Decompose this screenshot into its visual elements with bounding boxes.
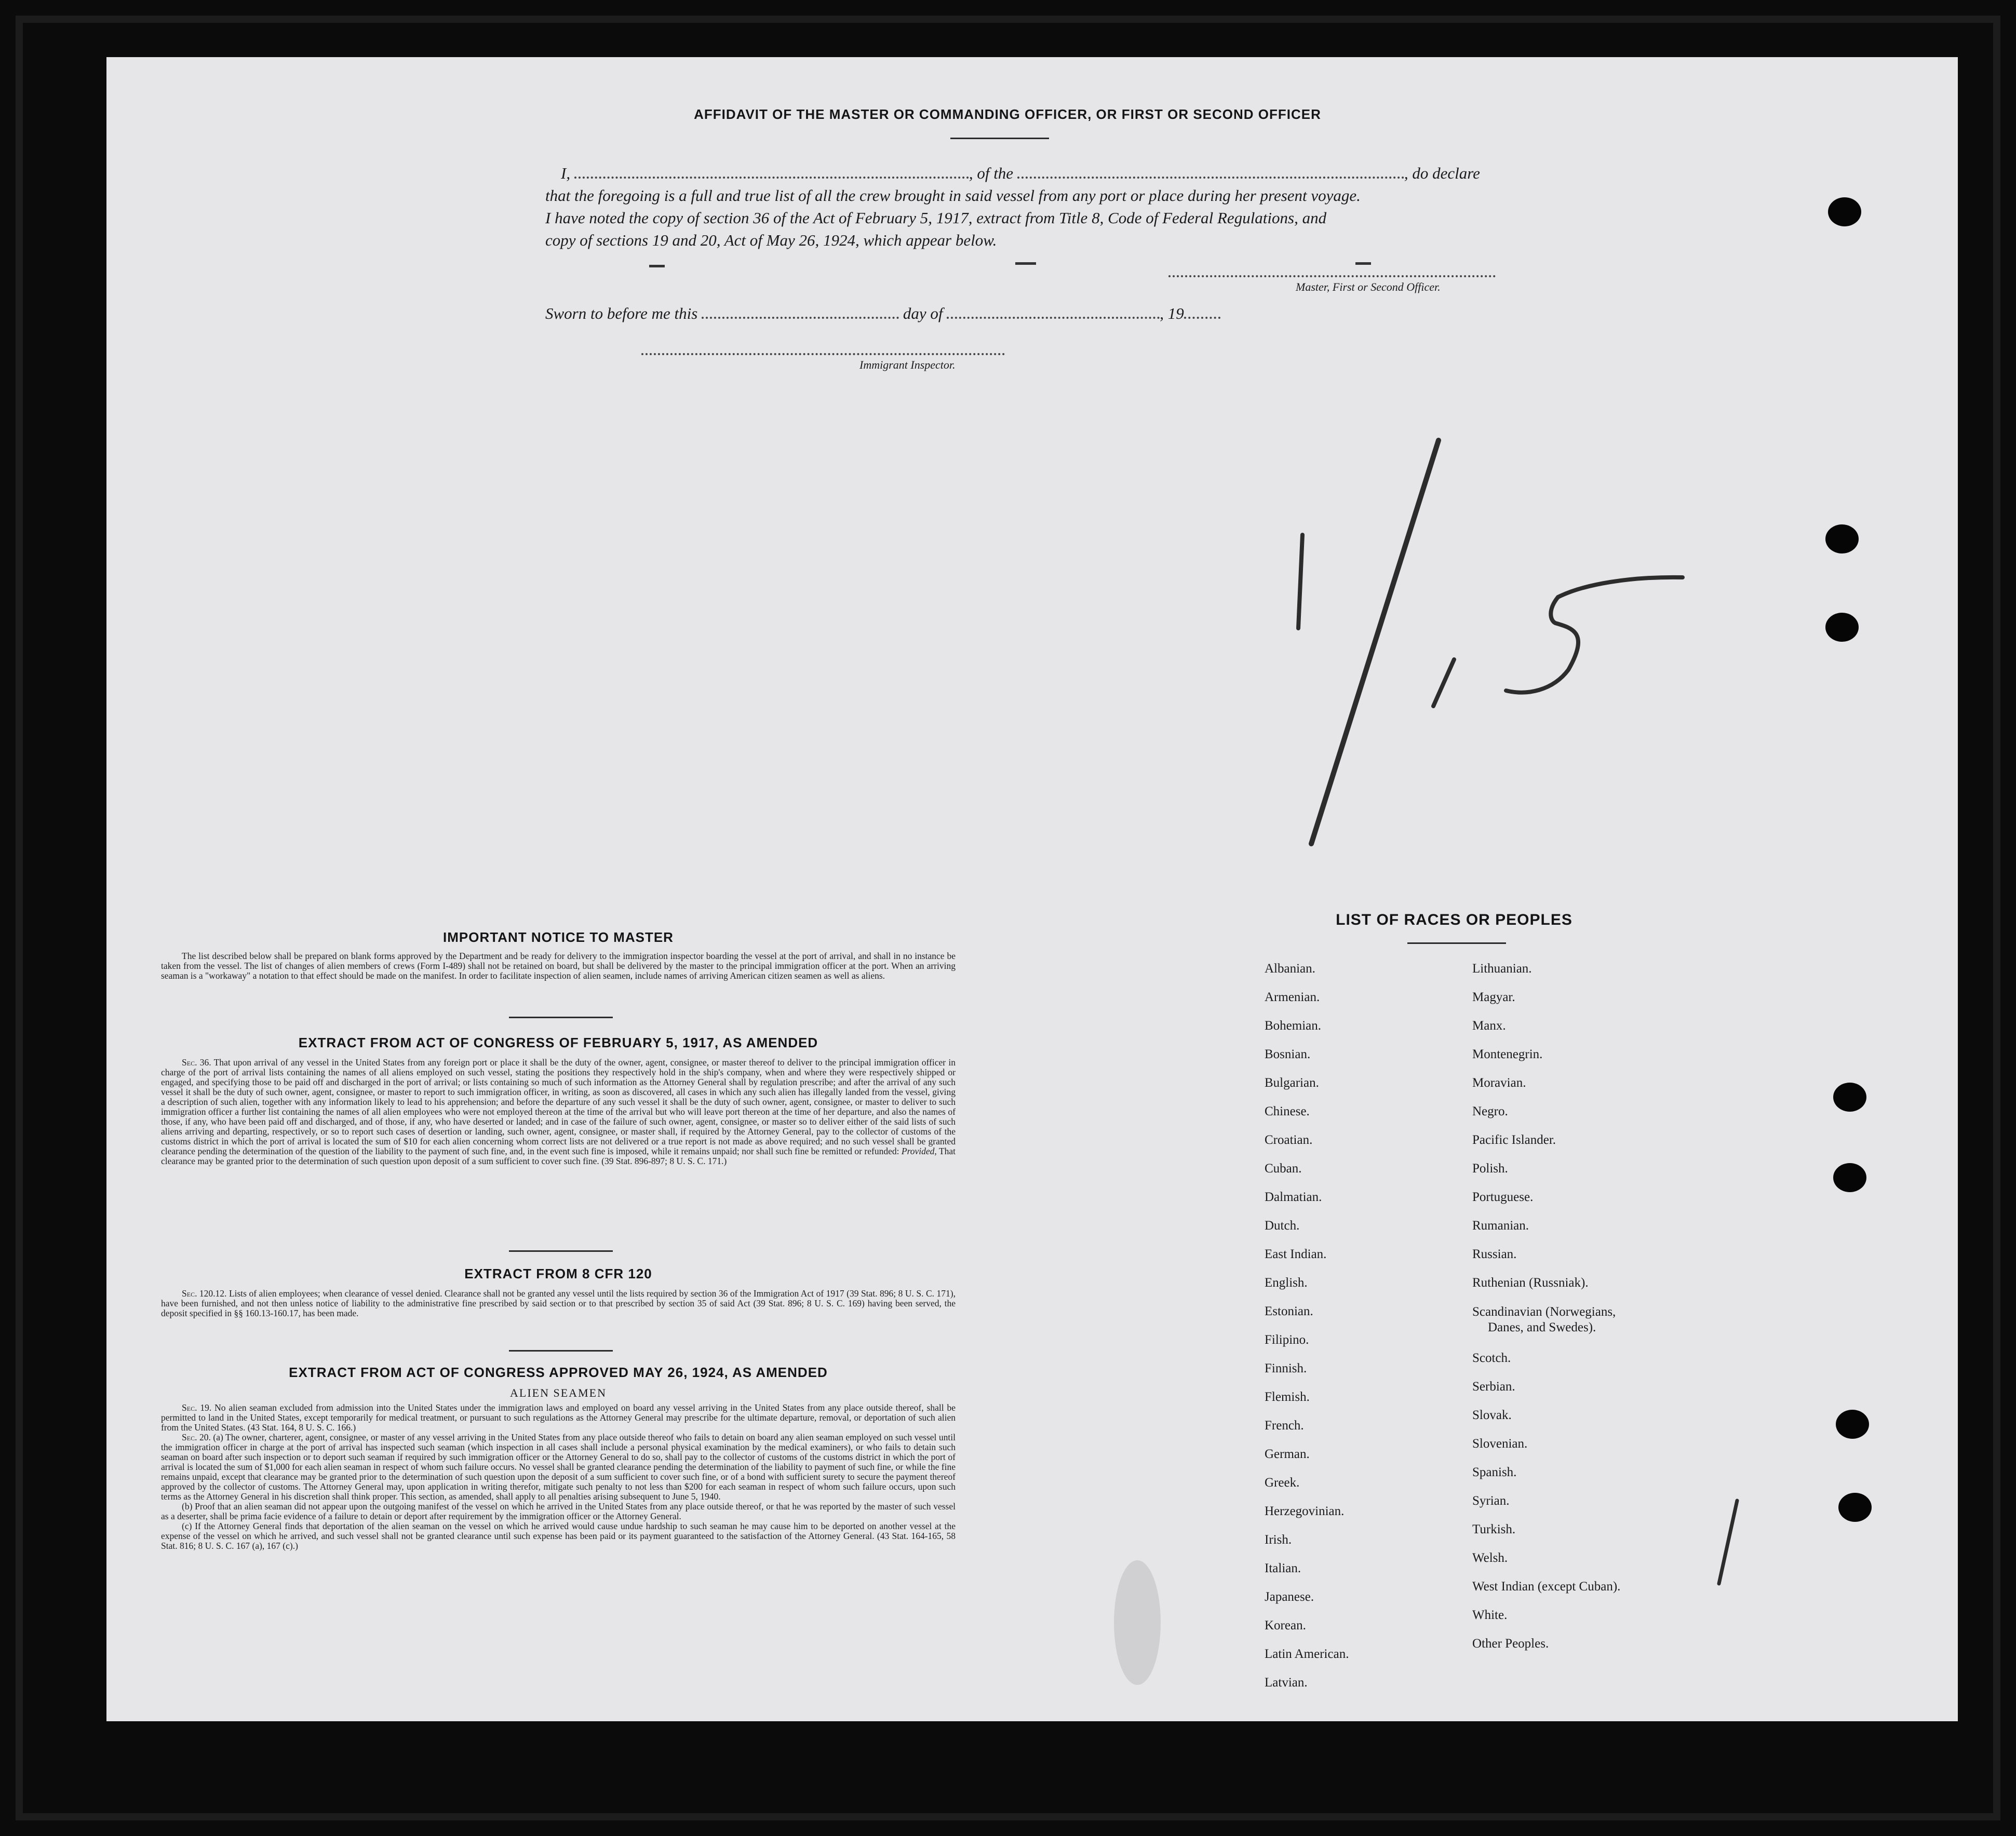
race-item: Albanian. [1265,962,1315,976]
race-item: East Indian. [1265,1247,1327,1261]
race-item: Lithuanian. [1472,962,1532,976]
race-item: Filipino. [1265,1333,1309,1347]
race-item: White. [1472,1608,1508,1622]
race-item: Danes, and Swedes). [1488,1320,1596,1334]
race-item: Russian. [1472,1247,1517,1261]
section-rule [509,1017,613,1018]
affidavit-line-3: I have noted the copy of section 36 of the Act of February 5, 1917, extract from Title 8, Code of Federal Regulations, and [545,209,1327,227]
affidavit-line-2: that the foregoing is a full and true list of all the crew brought in said vessel from any port or place during her present voyage. [545,186,1361,205]
extract-cfr-heading: EXTRACT FROM 8 CFR 120 [464,1266,652,1281]
race-item: Scandinavian (Norwegians, [1472,1305,1616,1319]
race-item: Dalmatian. [1265,1190,1322,1204]
races-heading: LIST OF RACES OR PEOPLES [1336,911,1573,928]
race-item: German. [1265,1447,1310,1461]
notice-heading: IMPORTANT NOTICE TO MASTER [443,929,674,945]
section-rule [509,1350,613,1352]
race-item: Pacific Islander. [1472,1133,1556,1147]
race-item: Montenegrin. [1472,1047,1543,1061]
handwritten-number-1-15 [1298,440,1683,844]
race-item: Negro. [1472,1104,1508,1118]
race-item: Bohemian. [1265,1019,1322,1033]
race-item: Latin American. [1265,1647,1349,1661]
race-item: Japanese. [1265,1590,1314,1604]
race-item: Italian. [1265,1561,1301,1575]
races-right-column [1472,954,1620,1658]
race-item: Herzegovinian. [1265,1504,1345,1518]
race-item: Rumanian. [1472,1219,1529,1233]
race-item: Serbian. [1472,1380,1515,1394]
extract-1924-heading: EXTRACT FROM ACT OF CONGRESS APPROVED MAY 26, 1924, AS AMENDED [289,1365,828,1380]
race-item: Croatian. [1265,1133,1313,1147]
race-item: Slovenian. [1472,1437,1528,1451]
extract-1924-body: Sec. 19. No alien seaman excluded from admission into the United States under the immigration laws and employed on board any vessel arriving in the United States from any place outside thereof, shall be permitted to land in the United States, except temporarily for medical treatment, or pursuant to such regulations as the Attorney General may prescribe for the ultimate departure, removal, or deportation of such alien from the United States. (43 Stat. 164, 8 U. S. C. 166.) Sec. 20. (a) The owner, charterer, agent, consignee, or master of any vessel arriving in the United States from any place outside thereof who fails to detain on board any alien seaman employed on such vessel until the immigration officer in charge at the port of arrival has inspected such seaman (which inspection in all cases shall include a personal physical examination by the medical examiners), or who fails to detain such seaman on board after such inspection or to deport such seaman if required by such immigration officer or the Attorney General to do so, shall pay to the collector of customs of the customs district in which the port of arrival is located the sum of $1,000 for each alien seaman in respect of whom such failure occurs. No vessel shall be granted clearance pending the determination of the liability to payment of such fine, or while the fine remains unpaid, except that clearance may be granted prior to the determination of such question upon the deposit of a sum sufficient to cover such fine, or of a bond with sufficient surety to secure the payment thereof approved by the collector of customs. The Attorney General may, upon application in writing therefor, mitigate such penalty to not less than $200 for each seaman in respect of whom such failure occurs, upon such terms as the Attorney General in his discretion shall think proper. This section, as amended, shall apply to all penalties arising subsequent to June 5, 1940. (b) Proof that an alien seaman did not appear upon the outgoing manifest of the vessel on which he arrived in the United States from any place outside thereof, or that he was reported by the master of such vessel as a deserter, shall be prima facie evidence of a failure to detain or deport after requirement by the immigration officer or the Attorney General. (c) If the Attorney General finds that deportation of the alien seaman on the vessel on which he arrived would cause undue hardship to such seaman he may cause him to be deported on another vessel at the expense of the vessel on which he arrived, and such vessel shall not be granted clearance until such expense has been paid or its payment guaranteed to the satisfaction of the Attorney General. (43 Stat. 164-165, 58 Stat. 816; 8 U. S. C. 167 (a), 167 (c).) [161,1402,956,1551]
race-item: Dutch. [1265,1219,1300,1233]
race-item: English. [1265,1276,1308,1290]
race-item: Latvian. [1265,1676,1308,1690]
race-item: Cuban. [1265,1162,1302,1176]
race-item: French. [1265,1419,1304,1433]
signature-scribbles [649,262,1371,267]
inspector-caption: Immigrant Inspector. [859,358,956,371]
race-item: Chinese. [1265,1104,1310,1118]
pencil-tick-mark [1719,1501,1737,1584]
race-item: Other Peoples. [1472,1637,1549,1651]
races-heading-rule [1407,942,1506,944]
race-item: Finnish. [1265,1361,1307,1375]
race-item: Portuguese. [1472,1190,1534,1204]
race-item: Scotch. [1472,1351,1511,1365]
race-item: Bulgarian. [1265,1076,1319,1090]
race-item: Turkish. [1472,1522,1516,1536]
affidavit-heading: AFFIDAVIT OF THE MASTER OR COMMANDING OFFICER, OR FIRST OR SECOND OFFICER [694,106,1321,122]
race-item: Manx. [1472,1019,1506,1033]
section-rule [509,1250,613,1252]
affidavit-line-4: copy of sections 19 and 20, Act of May 26, 1924, which appear below. [545,231,997,249]
race-item: Ruthenian (Russniak). [1472,1276,1589,1290]
affidavit-line-1: I, , of the , do declare [545,161,1516,184]
race-item: Moravian. [1472,1076,1526,1090]
race-item: West Indian (except Cuban). [1472,1580,1621,1594]
race-item: Magyar. [1472,990,1515,1004]
race-item: Greek. [1265,1476,1300,1490]
extract-cfr-body: Sec. 120.12. Lists of alien employees; when clearance of vessel denied. Clearance shall not be granted any vessel until the lists required by section 36 of the Immigration Act of 1917 (39 Stat. 896; 8 U. S. C. 171), have been furnished, and not then unless notice of liability to the administrative fine prescribed by said section or to that prescribed by section 35 of said Act (39 Stat. 896; 8 U. S. C. 169) having been served, the deposit specified in §§ 160.13-160.17, has been made. [161,1288,956,1318]
race-item: Slovak. [1472,1408,1512,1422]
race-item: Bosnian. [1265,1047,1311,1061]
notice-body: The list described below shall be prepared on blank forms approved by the Department and be ready for delivery to the immigration inspector boarding the vessel at the port of arrival, and shall in no instance be taken from the vessel. The list of changes of alien members of crews (Form I-489) shall not be retained on board, but shall be delivered by the master to the principal immigration officer at the port. When an arriving seaman is a "workaway" a notation to that effect should be made on the manifest. In order to facilitate inspection of alien seamen, include names of arriving American citizen seamen as well as aliens. [161,951,956,981]
race-item: Syrian. [1472,1494,1510,1508]
race-item: Estonian. [1265,1304,1313,1318]
extract-1917-body: Sec. 36. That upon arrival of any vessel in the United States from any foreign port or place it shall be the duty of the owner, agent, consignee, or master thereof to deliver to the principal immigration officer in charge of the port of arrival lists containing the names of all aliens employed on such vessel, stating the positions they respectively hold in the ship's company, when and where they were respectively shipped or engaged, and specifying those to be paid off and discharged in the port of arrival; or lists containing so much of such information as the Attorney General shall by regulation prescribe; and after the arrival of any such vessel it shall be the duty of such owner, agent, consignee, or master to report to such immigration officer, in writing, as soon as discovered, all cases in which any such alien has illegally landed from the vessel, giving a description of such alien, together with any information likely to lead to his apprehension; and before the departure of any such vessel it shall be the duty of such owner, agent, consignee, or master to deliver to such immigration officer a further list containing the names of all alien employees who were not employed thereon at the time of the arrival but who will leave port thereon at the time of her departure, and also the names of those, if any, who have been paid off and discharged, and of those, if any, who have deserted or landed; and in case of the failure of such owner, agent, consignee, or master so to deliver either of the said lists of such aliens arriving and departing, respectively, or so to report such cases of desertion or landing, such owner, agent, consignee, or master shall, if required by the Attorney General, pay to the collector of customs of the customs district in which the port of arrival is located the sum of $10 for each alien concerning whom correct lists are not delivered or a true report is not made as above required; and no such vessel shall be granted clearance pending the determination of the question of the liability to the payment of such fine, and, in the event such fine is imposed, while it remains unpaid; nor shall such fine be remitted or refunded: Provided, That clearance may be granted prior to the determination of such question upon deposit of a sum sufficient to cover such fine. (39 Stat. 896-897; 8 U. S. C. 171.) [161,1057,956,1166]
races-left-column [1265,954,1349,1697]
race-item: Welsh. [1472,1551,1508,1565]
race-item: Flemish. [1265,1390,1310,1404]
race-item: Spanish. [1472,1465,1517,1479]
race-item: Polish. [1472,1162,1508,1176]
race-item: Korean. [1265,1618,1306,1632]
race-item: Irish. [1265,1533,1292,1547]
master-caption: Master, First or Second Officer. [1296,280,1441,293]
alien-seamen-subheading: ALIEN SEAMEN [510,1386,607,1399]
sworn-line: Sworn to before me this day of , 19 [545,301,1516,325]
extract-1917-heading: EXTRACT FROM ACT OF CONGRESS OF FEBRUARY 5, 1917, AS AMENDED [298,1035,818,1050]
race-item: Armenian. [1265,990,1320,1004]
ink-smudge [1114,1560,1161,1685]
